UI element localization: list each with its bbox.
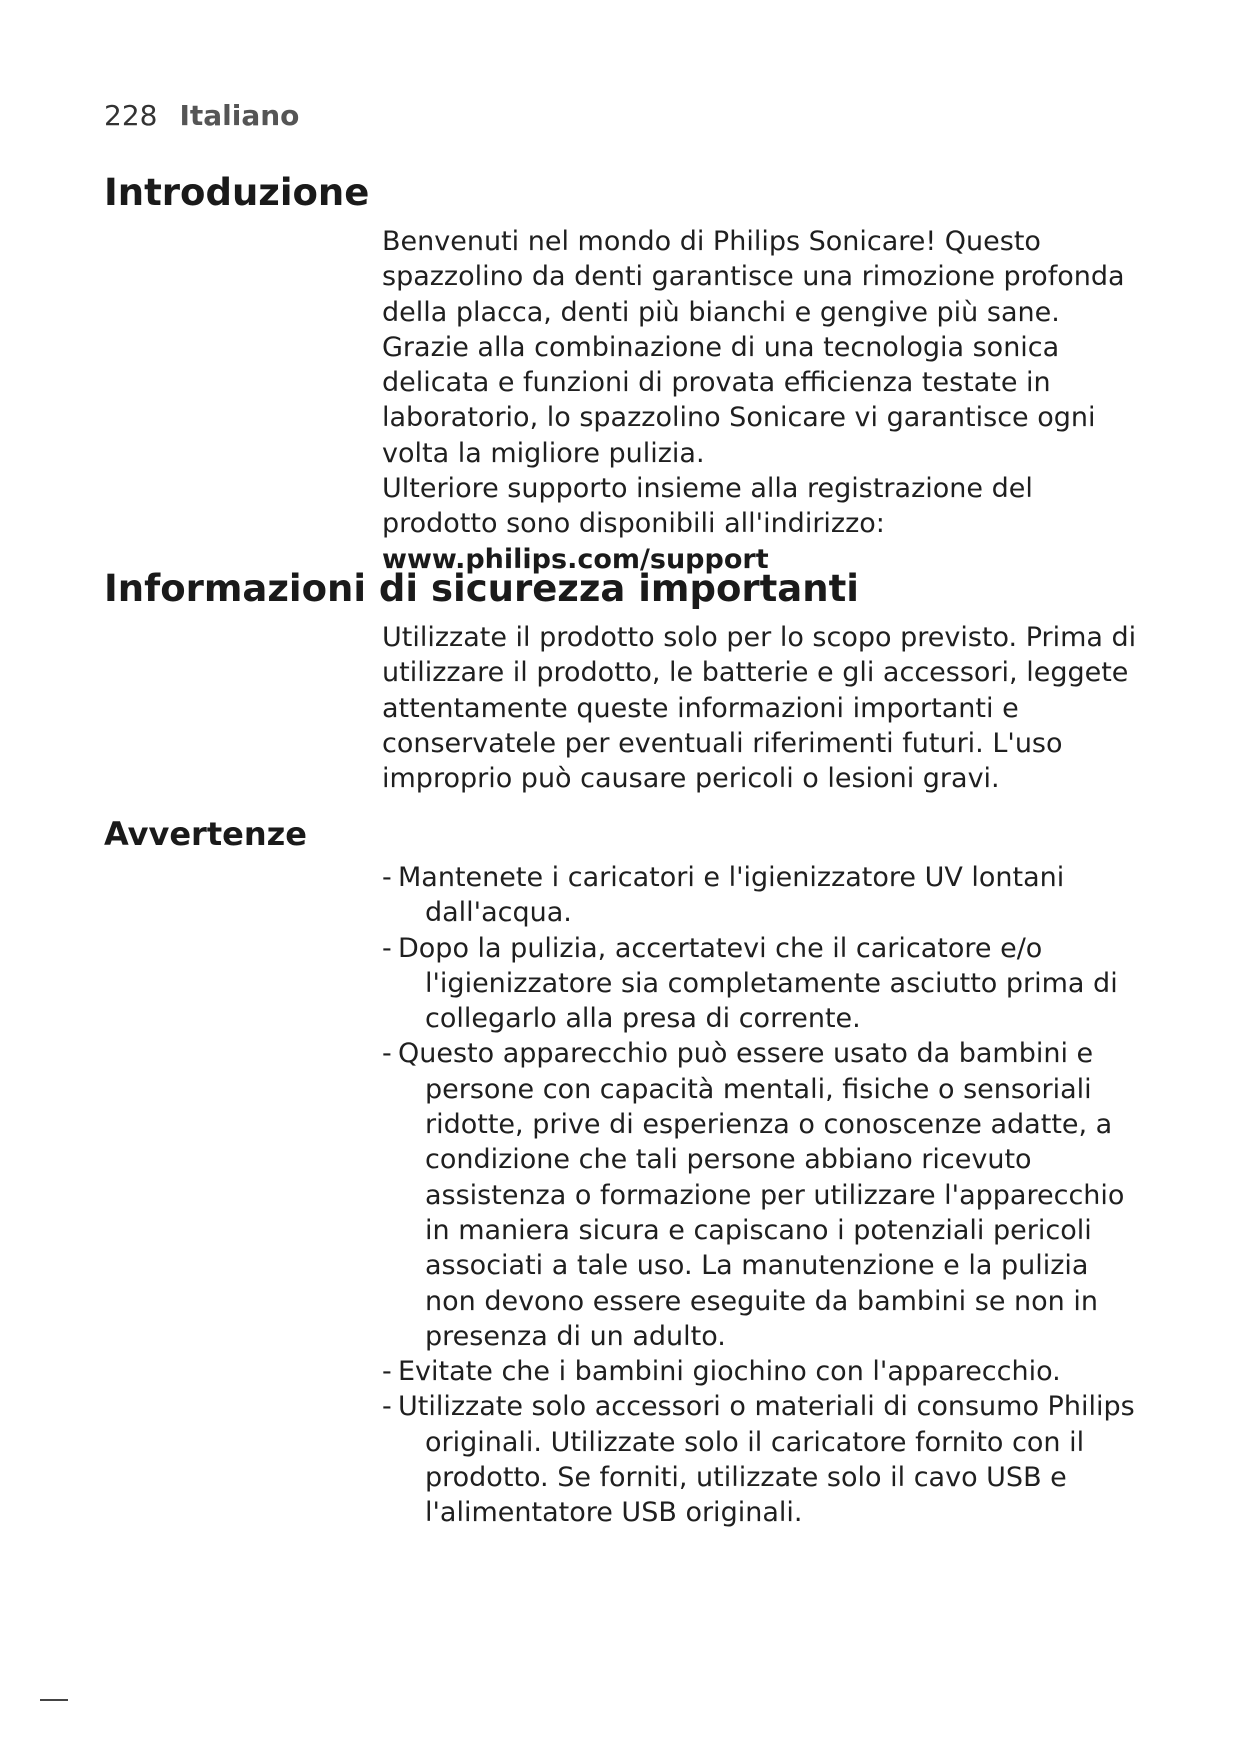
warning-text: Mantenete i caricatori e l'igienizzatore UV lontani dall'acqua. — [398, 862, 1065, 929]
footer-mark — [40, 1699, 68, 1701]
support-url-link[interactable]: www.philips.com/support — [382, 543, 769, 575]
warning-item — [382, 1354, 1142, 1389]
list-bullet: - — [382, 932, 392, 964]
warnings-list — [382, 860, 1142, 1531]
warnings-body — [382, 860, 1142, 1531]
list-bullet: - — [382, 1391, 392, 1423]
warnings-heading: Avvertenze — [104, 815, 307, 853]
page-header — [104, 98, 299, 134]
warning-text: Evitate che i bambini giochino con l'apparecchio. — [398, 1356, 1061, 1388]
warning-item — [382, 1036, 1142, 1354]
support-paragraph — [382, 471, 1142, 577]
intro-heading: Introduzione — [104, 171, 370, 214]
warning-item — [382, 860, 1142, 931]
list-bullet: - — [382, 1356, 392, 1388]
list-bullet: - — [382, 862, 392, 893]
warning-text: Dopo la pulizia, accertatevi che il caricatore e/o l'igienizzatore sia completamente asciutto prima di collegarlo alla presa di corrente. — [398, 932, 1118, 1035]
safety-body — [382, 620, 1142, 796]
list-bullet: - — [382, 1038, 392, 1070]
warning-text: Questo apparecchio può essere usato da bambini e persone con capacità mentali, fisiche o sensoriali ridotte, prive di esperienza o conoscenze adatte, a condizione che tali persone abbiano ricevuto assistenza o formazione per utilizzare l'apparecchio in maniera sicura e capiscano i potenziali pericoli associati a tale uso. La manutenzione e la pulizia non devono essere eseguite da bambini se non in presenza di un adulto. — [398, 1038, 1125, 1352]
safety-paragraph: Utilizzate il prodotto solo per lo scopo previsto. Prima di utilizzare il prodotto, le batterie e gli accessori, leggete attentamente queste informazioni importanti e conservatele per eventuali riferimenti futuri. L'uso improprio può causare pericoli o lesioni gravi. — [382, 622, 1137, 795]
warning-item — [382, 1389, 1142, 1530]
warning-text: Utilizzate solo accessori o materiali di consumo Philips originali. Utilizzate solo il caricatore fornito con il prodotto. Se forniti, utilizzate solo il cavo USB e l'alimentatore USB originali. — [398, 1391, 1135, 1529]
warning-item — [382, 931, 1142, 1037]
page-number: 228 — [104, 99, 158, 132]
safety-heading: Informazioni di sicurezza importanti — [104, 567, 859, 610]
page-language: Italiano — [179, 99, 300, 132]
support-text: Ulteriore supporto insieme alla registrazione del prodotto sono disponibili all'indirizzo: — [382, 473, 1033, 540]
intro-body — [382, 224, 1142, 577]
intro-paragraph: Benvenuti nel mondo di Philips Sonicare! Questo spazzolino da denti garantisce una rimozione profonda della placca, denti più bianchi e gengive più sane. Grazie alla combinazione di una tecnologia sonica delicata e funzioni di provata efficienza testate in laboratorio, lo spazzolino Sonicare vi garantisce ogni volta la migliore pulizia. — [382, 226, 1125, 469]
